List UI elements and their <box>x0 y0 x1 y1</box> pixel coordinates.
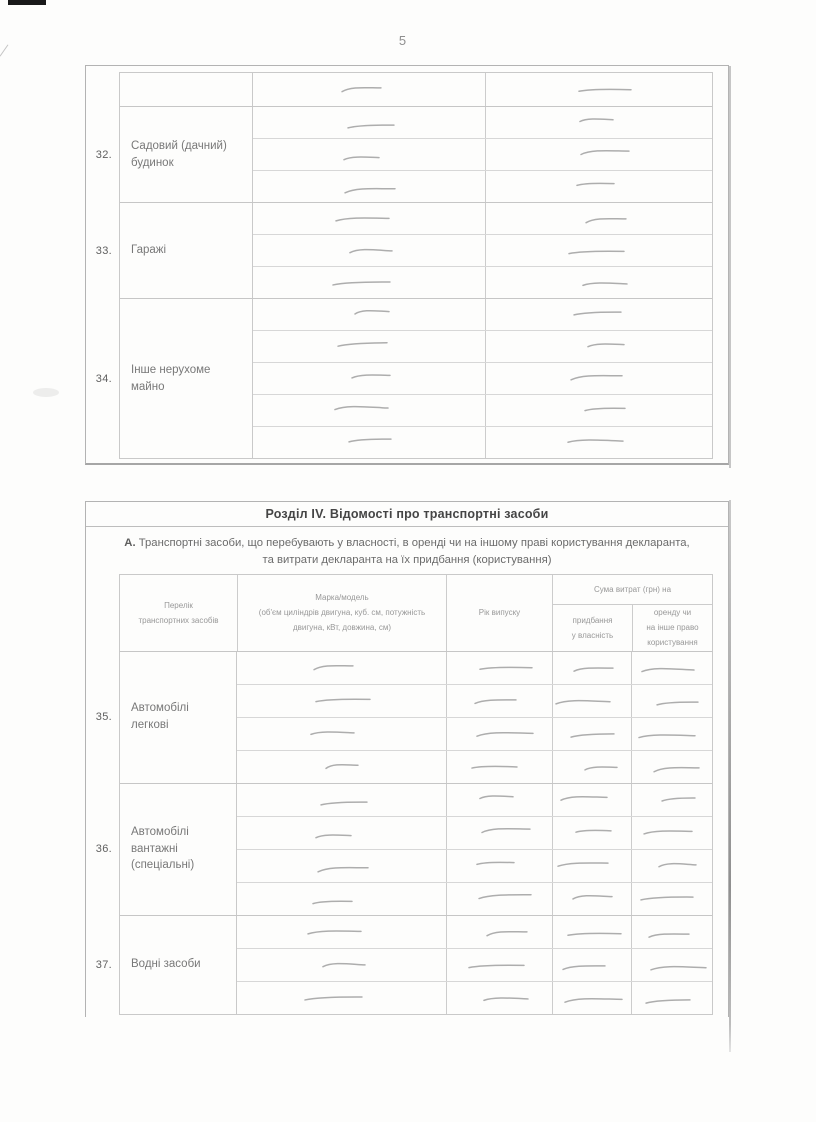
handwritten-dash-mark <box>484 927 528 938</box>
entry-cell <box>631 652 712 684</box>
entry-cell <box>552 718 631 750</box>
handwritten-dash-mark <box>567 247 626 257</box>
handwritten-dash-mark <box>475 857 516 868</box>
scan-artifact-bar <box>8 0 46 5</box>
handwritten-dash-mark <box>571 307 622 318</box>
handwritten-dash-mark <box>479 824 531 835</box>
section-title: Розділ IV. Відомості про транспортні засоби <box>86 502 728 527</box>
header-col-make-model <box>237 575 446 651</box>
entry-rows <box>237 916 712 1014</box>
entry-row <box>253 266 712 298</box>
entry-row <box>237 916 712 948</box>
table-row <box>95 915 712 1014</box>
header-text: (об'єм циліндрів двигуна, куб. см, потужність двигуна, кВт, довжина, см) <box>258 608 426 633</box>
row-label <box>120 73 253 106</box>
entry-row <box>253 234 712 266</box>
row-label-text: Автомобілі вантажні (спеціальні) <box>131 826 195 872</box>
entry-cell <box>485 171 712 202</box>
entry-cell <box>237 685 446 717</box>
entry-cell <box>237 916 446 948</box>
handwritten-dash-mark <box>314 830 353 840</box>
page-number: 5 <box>398 33 408 48</box>
section-intro <box>86 527 728 574</box>
handwritten-dash-mark <box>642 827 694 837</box>
entry-row <box>253 330 712 362</box>
table-row <box>95 298 712 458</box>
handwritten-dash-mark <box>320 959 366 970</box>
row-label-text: Садовий (дачний) будинок <box>131 139 227 169</box>
handwritten-dash-mark <box>470 761 519 772</box>
entry-row <box>237 816 712 849</box>
table-row <box>95 106 712 202</box>
entry-row <box>253 73 712 106</box>
row-number: 37. <box>95 958 112 971</box>
handwritten-dash-mark <box>343 184 397 195</box>
handwritten-dash-mark <box>556 858 610 869</box>
handwritten-dash-mark <box>577 84 633 95</box>
row-number: 33. <box>95 244 112 257</box>
handwritten-dash-mark <box>586 339 626 349</box>
entry-cell <box>253 171 485 202</box>
handwritten-dash-mark <box>303 992 364 1003</box>
handwritten-dash-mark <box>332 402 389 413</box>
entry-cell <box>631 685 712 717</box>
handwritten-dash-mark <box>350 371 392 381</box>
row-number: 35. <box>95 711 112 724</box>
entry-cell <box>485 363 712 394</box>
header-col-vehicle-list <box>120 575 237 651</box>
entry-cell <box>253 331 485 362</box>
entry-cell <box>253 235 485 266</box>
immovable-property-table-box <box>85 65 729 465</box>
handwritten-dash-mark <box>315 863 369 874</box>
handwritten-dash-mark <box>563 995 624 1005</box>
entry-cell <box>253 395 485 426</box>
entry-row <box>237 882 712 915</box>
handwritten-dash-mark <box>330 277 391 288</box>
handwritten-dash-mark <box>584 214 628 225</box>
table-row <box>95 783 712 915</box>
entry-cell <box>446 916 552 948</box>
handwritten-dash-mark <box>579 146 631 157</box>
entry-cell <box>253 73 485 106</box>
entry-cell <box>552 784 631 816</box>
entry-cell <box>253 427 485 458</box>
row-number: 32. <box>95 148 112 161</box>
handwritten-dash-mark <box>654 697 699 708</box>
handwritten-dash-mark <box>314 695 372 705</box>
entry-rows <box>237 652 712 783</box>
row-number: 34. <box>95 372 112 385</box>
entry-cell <box>485 427 712 458</box>
header-col-cost-rent <box>632 605 712 651</box>
header-text: Марка/модель <box>315 593 369 602</box>
handwritten-dash-mark <box>639 892 695 903</box>
header-text: Рік випуску <box>478 608 521 618</box>
entry-cell <box>552 916 631 948</box>
handwritten-dash-mark <box>651 763 700 774</box>
handwritten-dash-mark <box>644 995 692 1006</box>
entry-cell <box>253 363 485 394</box>
entry-cell <box>446 982 552 1014</box>
row-label <box>120 107 253 202</box>
header-col-year <box>446 575 552 651</box>
handwritten-dash-mark <box>637 730 697 741</box>
handwritten-dash-mark <box>339 83 382 94</box>
header-text: користування <box>647 638 698 648</box>
entry-cell <box>446 751 552 783</box>
handwritten-dash-mark <box>568 371 623 382</box>
entry-cell <box>552 685 631 717</box>
entry-cell <box>485 395 712 426</box>
handwritten-dash-mark <box>574 178 615 189</box>
handwritten-dash-mark <box>583 763 619 773</box>
entry-cell <box>237 883 446 915</box>
entry-cell <box>552 817 631 849</box>
table-row <box>120 73 712 106</box>
entry-rows <box>253 203 712 298</box>
entry-cell <box>237 784 446 816</box>
handwritten-dash-mark <box>312 661 355 672</box>
handwritten-dash-mark <box>554 696 612 707</box>
handwritten-dash-mark <box>334 214 391 224</box>
handwritten-dash-mark <box>309 727 356 738</box>
handwritten-dash-mark <box>481 993 529 1004</box>
entry-cell <box>485 299 712 330</box>
entry-row <box>237 750 712 783</box>
handwritten-dash-mark <box>561 961 607 972</box>
entry-cell <box>446 850 552 882</box>
row-label-text: Інше нерухоме майно <box>131 363 211 393</box>
entry-cell <box>485 107 712 138</box>
entry-row <box>237 981 712 1014</box>
handwritten-dash-mark <box>311 897 354 907</box>
entry-cell <box>631 850 712 882</box>
handwritten-dash-mark <box>475 729 535 739</box>
header-cost-subcolumns <box>553 605 712 651</box>
header-text: у власність <box>571 630 614 640</box>
row-label-text: Водні засоби <box>131 958 201 971</box>
header-col-cost-group <box>552 575 712 651</box>
handwritten-dash-mark <box>306 927 363 937</box>
entry-row <box>253 138 712 170</box>
handwritten-dash-mark <box>346 120 396 131</box>
handwritten-dash-mark <box>323 760 359 770</box>
handwritten-dash-mark <box>568 729 615 740</box>
entry-cell <box>253 107 485 138</box>
transport-table <box>95 652 713 1015</box>
handwritten-dash-mark <box>467 961 526 971</box>
entry-cell <box>631 982 712 1014</box>
handwritten-dash-mark <box>348 245 394 256</box>
handwritten-dash-mark <box>581 278 629 289</box>
entry-cell <box>237 718 446 750</box>
entry-cell <box>552 652 631 684</box>
table-row <box>95 202 712 298</box>
entry-cell <box>253 299 485 330</box>
entry-cell <box>446 883 552 915</box>
header-text: на інше право <box>646 623 699 633</box>
entry-cell <box>446 784 552 816</box>
entry-cell <box>631 949 712 981</box>
entry-row <box>253 426 712 458</box>
entry-cell <box>552 850 631 882</box>
entry-cell <box>631 784 712 816</box>
row-label-text: Гаражі <box>131 244 167 257</box>
entry-cell <box>631 751 712 783</box>
scan-artifact-smudge <box>33 388 59 397</box>
header-text: транспортних засобів <box>138 615 219 625</box>
entry-cell <box>237 850 446 882</box>
handwritten-dash-mark <box>477 662 533 673</box>
entry-cell <box>485 139 712 170</box>
entry-row <box>253 203 712 234</box>
entry-cell <box>552 883 631 915</box>
header-text: Перелік <box>164 600 193 610</box>
handwritten-dash-mark <box>347 434 393 445</box>
entry-cell <box>446 685 552 717</box>
intro-letter: А. <box>124 536 136 549</box>
entry-cell <box>446 949 552 981</box>
entry-cell <box>552 949 631 981</box>
entry-cell <box>631 718 712 750</box>
handwritten-dash-mark <box>565 435 624 446</box>
handwritten-dash-mark <box>656 859 697 870</box>
entry-row <box>253 299 712 330</box>
entry-cell <box>446 718 552 750</box>
entry-row <box>253 394 712 426</box>
transport-table-header <box>119 574 713 652</box>
entry-cell <box>485 235 712 266</box>
scan-edge-shadow-bottom <box>729 500 731 1052</box>
handwritten-dash-mark <box>473 695 518 706</box>
entry-cell <box>446 817 552 849</box>
entry-cell <box>631 883 712 915</box>
entry-cell <box>237 817 446 849</box>
entry-row <box>237 684 712 717</box>
row-label <box>120 916 237 1014</box>
entry-row <box>253 107 712 138</box>
handwritten-dash-mark <box>570 891 613 902</box>
row-label <box>120 203 253 298</box>
entry-rows <box>253 107 712 202</box>
handwritten-dash-mark <box>318 797 368 808</box>
entry-row <box>237 717 712 750</box>
entry-cell <box>485 331 712 362</box>
handwritten-dash-mark <box>659 793 696 804</box>
row-number: 36. <box>95 843 112 856</box>
row-label <box>120 784 237 915</box>
entry-cell <box>446 652 552 684</box>
entry-cell <box>237 751 446 783</box>
entry-rows <box>237 784 712 915</box>
entry-cell <box>237 982 446 1014</box>
handwritten-dash-mark <box>648 962 707 973</box>
handwritten-dash-mark <box>559 793 609 803</box>
entry-row <box>237 849 712 882</box>
entry-cell <box>485 267 712 298</box>
entry-row <box>237 948 712 981</box>
entry-row <box>237 652 712 684</box>
entry-rows <box>253 299 712 458</box>
entry-cell <box>552 751 631 783</box>
handwritten-dash-mark <box>583 404 627 414</box>
entry-row <box>237 784 712 816</box>
entry-cell <box>631 817 712 849</box>
entry-cell <box>237 652 446 684</box>
handwritten-dash-mark <box>571 663 614 674</box>
entry-cell <box>253 139 485 170</box>
entry-cell <box>237 949 446 981</box>
handwritten-dash-mark <box>647 929 691 940</box>
entry-cell <box>485 73 712 106</box>
handwritten-dash-mark <box>476 890 532 901</box>
table-row <box>95 652 712 783</box>
handwritten-dash-mark <box>577 114 614 125</box>
intro-text: Транспортні засоби, що перебувають у власності, в оренді чи на іншому праві користування декларанта, та витрати декларанта на їх придбання (користування) <box>135 536 690 566</box>
handwritten-dash-mark <box>573 825 612 836</box>
entry-row <box>253 170 712 202</box>
header-cost-group-label: Сума витрат (грн) на <box>553 575 712 605</box>
row-label <box>120 652 237 783</box>
row-label <box>120 299 253 458</box>
handwritten-dash-mark <box>353 306 391 316</box>
scan-edge-shadow-top <box>729 66 731 468</box>
entry-rows <box>253 73 712 106</box>
entry-cell <box>485 203 712 234</box>
row-label-text: Автомобілі легкові <box>131 702 189 732</box>
handwritten-dash-mark <box>640 664 696 675</box>
entry-cell <box>253 267 485 298</box>
handwritten-dash-mark <box>335 338 388 349</box>
handwritten-dash-mark <box>341 152 380 162</box>
transport-section-box <box>85 501 729 1017</box>
handwritten-dash-mark <box>478 791 515 802</box>
header-text: придбання <box>572 615 613 625</box>
entry-cell <box>253 203 485 234</box>
entry-cell <box>552 982 631 1014</box>
entry-cell <box>631 916 712 948</box>
handwritten-dash-mark <box>565 928 622 939</box>
header-col-cost-ownership <box>553 605 632 651</box>
immovable-property-table <box>95 72 713 459</box>
header-text: оренду чи <box>653 608 692 617</box>
entry-row <box>253 362 712 394</box>
